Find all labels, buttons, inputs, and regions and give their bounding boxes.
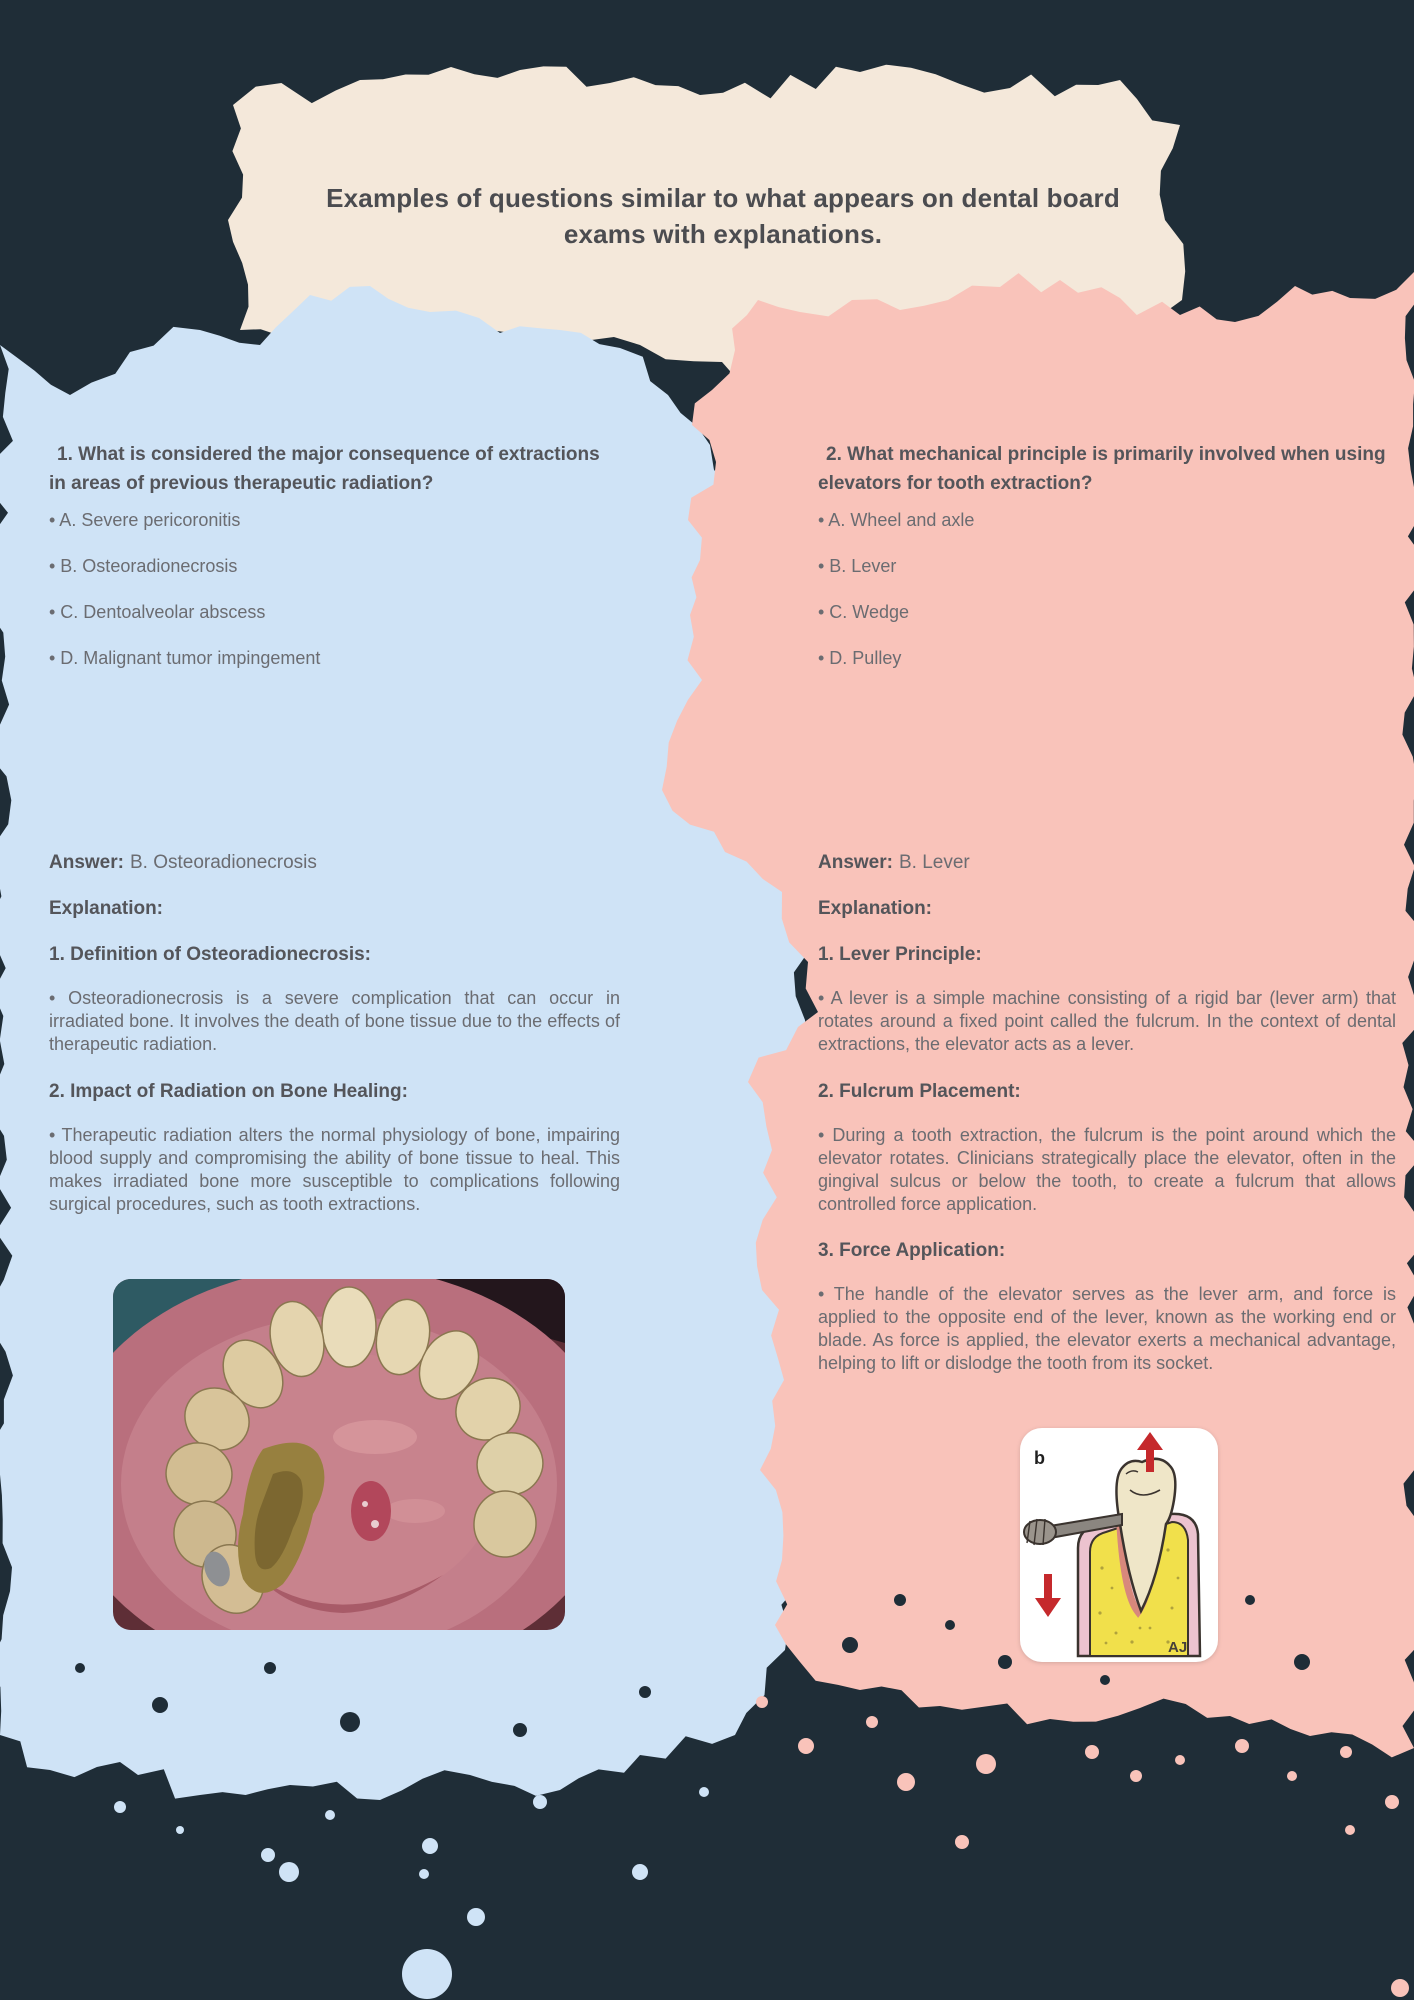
- question-2-explanation-label: Explanation:: [818, 898, 933, 919]
- question-1-answer-line: [49, 852, 620, 874]
- answer-value: B. Lever: [898, 852, 970, 873]
- answer-value: B. Osteoradionecrosis: [129, 852, 317, 873]
- question-1-option-d: • D. Malignant tumor impingement: [49, 648, 321, 668]
- q1-section-2-body: • Therapeutic radiation alters the normal physiology of bone, impairing blood supply and compromising the ability of bone tissue to heal. This makes irradiated bone more susceptible to complications following surgical procedures, such as tooth extractions.: [49, 1125, 620, 1214]
- q2-section-3-heading: 3. Force Application:: [818, 1240, 1006, 1261]
- question-1-option-c: • C. Dentoalveolar abscess: [49, 602, 266, 622]
- q2-section-3-body: • The handle of the elevator serves as the lever arm, and force is applied to the opposite end of the lever, known as the working end or blade. As force is applied, the elevator exerts a mechanical advantage, helping to lift or dislodge the tooth from its socket.: [818, 1284, 1396, 1373]
- question-1-explanation-label: Explanation:: [49, 898, 164, 919]
- elevator-lever-diagram: [1020, 1428, 1218, 1662]
- diagram-signature: AJ: [1168, 1639, 1188, 1656]
- q1-section-1-heading: 1. Definition of Osteoradionecrosis:: [49, 944, 371, 965]
- q2-section-2-heading: 2. Fulcrum Placement:: [818, 1081, 1021, 1102]
- diagram-letter-label: b: [1034, 1448, 1045, 1468]
- question-2-option-a: • A. Wheel and axle: [818, 510, 975, 530]
- answer-label: Answer:: [818, 852, 893, 873]
- question-1-option-a: • A. Severe pericoronitis: [49, 510, 241, 530]
- question-1-option-b: • B. Osteoradionecrosis: [49, 556, 238, 576]
- question-2-option-b: • B. Lever: [818, 556, 897, 576]
- question-2-option-c: • C. Wedge: [818, 602, 910, 622]
- q2-section-1-body: • A lever is a simple machine consisting of a rigid bar (lever arm) that rotates around a fixed point called the fulcrum. In the context of dental extractions, the elevator acts as a lever.: [818, 988, 1396, 1054]
- question-2-option-d: • D. Pulley: [818, 648, 902, 668]
- q1-section-2-heading: 2. Impact of Radiation on Bone Healing:: [49, 1081, 408, 1102]
- title-box: [283, 180, 1163, 252]
- q2-section-1-heading: 1. Lever Principle:: [818, 944, 982, 965]
- lesion: [351, 1481, 391, 1541]
- question-1-heading: 1. What is considered the major consequence of extractions in areas of previous therapeutic radiation?: [49, 444, 600, 494]
- answer-label: Answer:: [49, 852, 124, 873]
- q2-section-2-body: • During a tooth extraction, the fulcrum is the point around which the elevator rotates. Clinicians strategically place the elevator, often in the gingival sulcus or below the tooth, to create a fulcrum that allows controlled force application.: [818, 1125, 1396, 1214]
- intraoral-photo: [113, 1279, 565, 1630]
- poster-title: Examples of questions similar to what appears on dental board exams with explanations.: [326, 183, 1120, 249]
- question-2-answer-line: [818, 852, 1396, 874]
- question-2-heading: 2. What mechanical principle is primarily involved when using elevators for tooth extraction?: [818, 444, 1386, 494]
- q1-section-1-body: • Osteoradionecrosis is a severe complication that can occur in irradiated bone. It involves the death of bone tissue due to the effects of therapeutic radiation.: [49, 988, 620, 1054]
